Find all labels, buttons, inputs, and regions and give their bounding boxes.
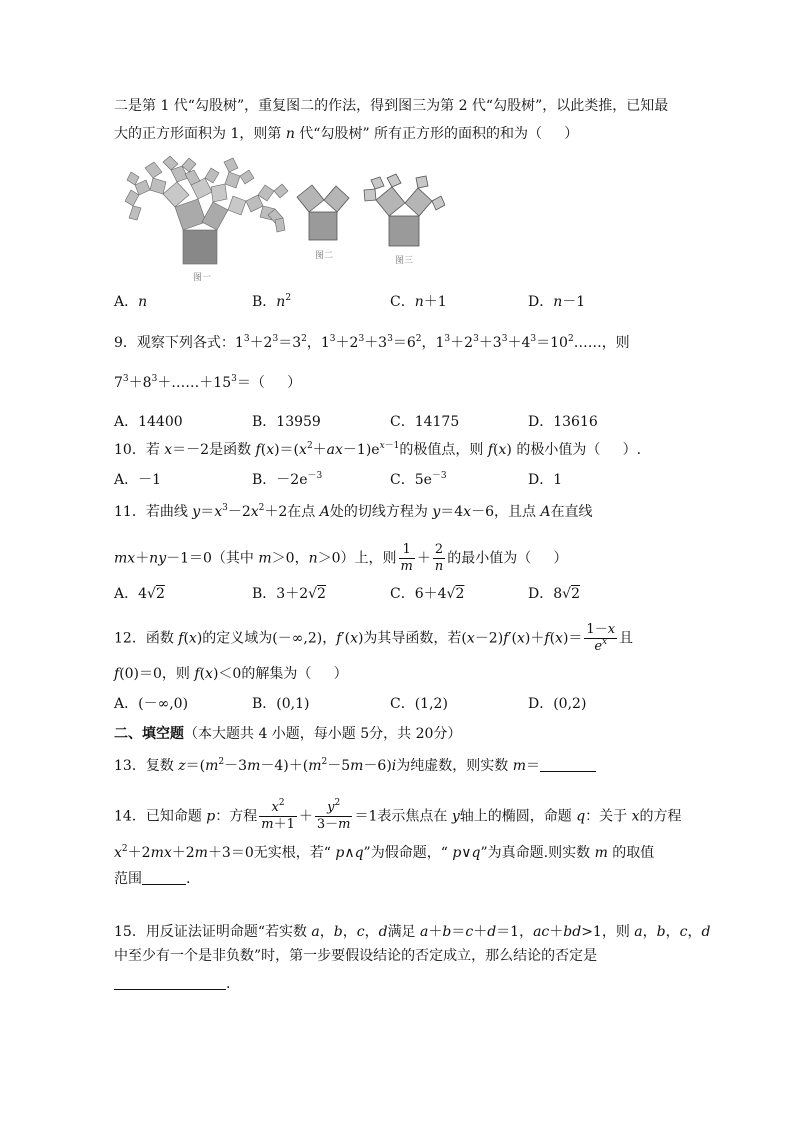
q9-option-a: A．14400	[114, 414, 183, 430]
q12-line1: 12．函数 f(x)的定义域为(－∞,2)，f′(x)为其导函数，若(x－2)f′(x)＋f(x)＝ $\frac{1-x}{e^x}$ 且	[114, 622, 634, 654]
q14-line3: 范围 .	[114, 871, 191, 887]
q11-option-d: D．8√2	[528, 586, 580, 602]
q10-line1: 10．若 x＝－2是函数 $f(x)=(x^2+ax-1)e^{x-1}$的极值点，则 f(x) 的极小值为（ ）.	[114, 441, 642, 458]
figure-3	[364, 174, 445, 246]
q8-line1: 二是第 1 代“勾股树”，重复图二的作法，得到图三为第 2 代“勾股树”，以此类推，已知最	[114, 98, 669, 114]
q8-option-b: B．$n^2$	[252, 293, 292, 310]
figure-1-caption: 图一	[193, 273, 212, 283]
q8-option-a: A．n	[114, 294, 148, 310]
section-2-note: （本大题共 4 小题，每小题 5分，共 20分）	[184, 726, 462, 742]
q11-option-c: C．6＋4√2	[390, 586, 465, 602]
q14-line1: 14．已知命题 p：方程 $\frac{x^2}{m+1}$ ＋ $\frac{y^2}{3-m}$ ＝1表示焦点在 y轴上的椭圆，命题 q：关于 x的方程	[114, 798, 682, 832]
q11-line2: mx＋ny－1＝0（其中 m＞0，n＞0）上，则 $\frac{1}{m}$ ＋ $\frac{2}{n}$ 的最小值为（ ）	[114, 542, 568, 574]
q9-option-d: D．13616	[528, 414, 598, 430]
q11-option-b: B．3＋2√2	[252, 586, 326, 602]
figure-1-tree	[125, 156, 288, 264]
figure-3-caption: 图三	[395, 256, 414, 266]
q12-option-c: C．(1,2)	[390, 696, 448, 712]
pythagoras-tree-figures	[125, 150, 445, 285]
q12-line2: f(0)＝0，则 f(x)＜0的解集为（ ）	[114, 666, 348, 682]
q12-option-d: D．(0,2)	[528, 696, 587, 712]
q8-option-c: C．n＋1	[390, 294, 447, 310]
q8-option-d: D．n－1	[528, 294, 586, 310]
q14-line2: $x^2+2mx+2m+3=0$无实根，若“ p∧q”为假命题，“ p∨q”为真命题.则实数 m 的取值	[114, 844, 655, 861]
section-2-heading	[114, 724, 461, 744]
q9-line1: 9．观察下列各式：$1^3+2^3=3^2$，$1^3+2^3+3^3=6^2$，$1^3+2^3+3^3+4^3=10^2\dots\dots$，则	[114, 334, 630, 351]
q10-option-b: B．$-2e^{-3}$	[252, 471, 323, 488]
q10-option-a: A．－1	[114, 472, 162, 488]
q8-line2: 大的正方形面积为 1，则第 n 代“勾股树” 所有正方形的面积的和为（ ）	[114, 126, 579, 142]
q13-line1: 13．复数 $z=(m^2-3m-4)+(m^2-5m-6)i$为纯虚数，则实数 m＝	[114, 756, 596, 776]
q9-line2: $7^3+8^3+\dots\dots+15^3=$（ ）	[114, 374, 302, 391]
figure-2	[297, 185, 349, 240]
q11-option-a: A．4√2	[114, 586, 165, 602]
section-2-title: 二、填空题	[114, 726, 184, 742]
q15-line1: 15．用反证法证明命题“若实数 a，b，c，d满足 a＋b＝c＋d＝1，ac＋bd>1，则 a，b，c，d	[114, 924, 711, 940]
q9-option-c: C．14175	[390, 414, 460, 430]
q15-line3: .	[114, 974, 230, 994]
q15-line2: 中至少有一个是非负数”时，第一步要假设结论的否定成立，那么结论的否定是	[114, 948, 598, 964]
figure-2-caption: 图二	[315, 251, 334, 261]
q10-option-c: C．$5e^{-3}$	[390, 471, 447, 488]
q12-option-a: A．(－∞,0)	[114, 696, 189, 712]
q12-option-b: B．(0,1)	[252, 696, 310, 712]
q10-option-d: D．1	[528, 472, 563, 488]
q9-option-b: B．13959	[252, 414, 321, 430]
q11-line1: 11．若曲线 $y=x^3-2x^2+2$在点 A处的切线方程为 y＝4x－6，且点 A在直线	[114, 503, 593, 520]
